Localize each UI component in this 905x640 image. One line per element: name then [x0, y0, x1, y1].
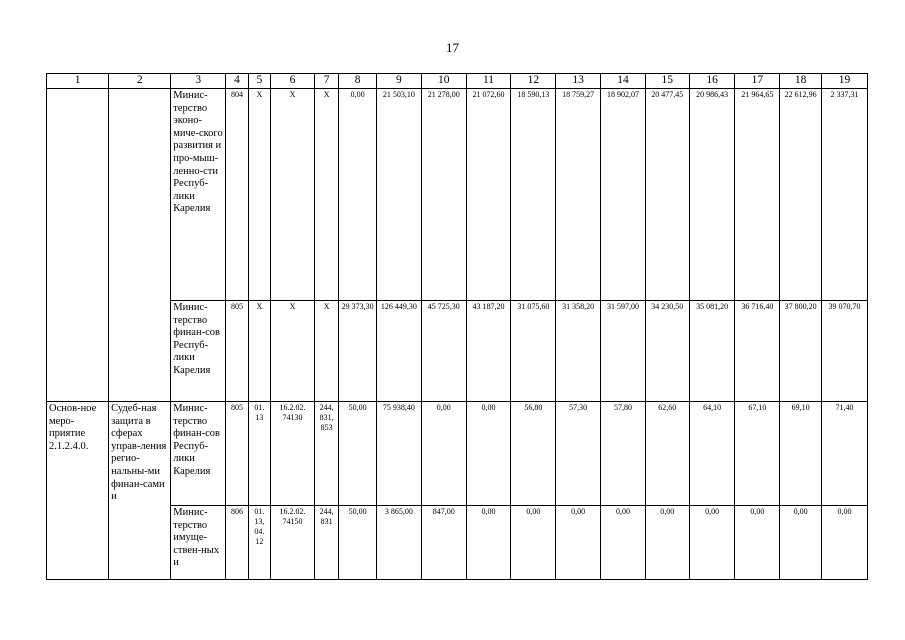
value-cell: 0,00: [780, 506, 822, 580]
value-cell: 2 337,31: [822, 89, 868, 301]
table-row: [47, 402, 868, 506]
value-cell: 847,00: [421, 506, 466, 580]
column-header: 10: [421, 74, 466, 89]
value-cell: 21 278,00: [421, 89, 466, 301]
value-cell: 20 477,45: [645, 89, 689, 301]
page-number: 17: [446, 40, 459, 55]
section-cell: 01. 13: [248, 402, 270, 506]
value-cell: 50,00: [339, 506, 377, 580]
value-cell: 0,00: [339, 89, 377, 301]
value-cell: 62,60: [645, 402, 689, 506]
value-cell: 0,00: [556, 506, 601, 580]
value-cell: 35 081,20: [689, 301, 735, 402]
value-cell: 0,00: [689, 506, 735, 580]
value-cell: 0,00: [601, 506, 646, 580]
expense-type-cell: X: [314, 301, 338, 402]
value-cell: 34 230,50: [645, 301, 689, 402]
ministry-cell: Минис-терство эконо-миче-ского развития и про-мыш-ленно-сти Респуб-лики Карелия: [171, 89, 226, 301]
activity-cell: [47, 89, 109, 402]
value-cell: 21 964,65: [735, 89, 780, 301]
code-cell: 805: [226, 301, 248, 402]
column-header: 8: [339, 74, 377, 89]
column-header: 14: [601, 74, 646, 89]
column-header: 18: [780, 74, 822, 89]
value-cell: 20 986,43: [689, 89, 735, 301]
column-header: 3: [171, 74, 226, 89]
section-cell: X: [248, 89, 270, 301]
section-cell: 01. 13, 04. 12: [248, 506, 270, 580]
value-cell: 22 612,96: [780, 89, 822, 301]
code-cell: 805: [226, 402, 248, 506]
column-header: 6: [271, 74, 315, 89]
value-cell: 71,40: [822, 402, 868, 506]
column-header: 2: [109, 74, 171, 89]
column-header: 4: [226, 74, 248, 89]
target-article-cell: X: [271, 301, 315, 402]
value-cell: 69,10: [780, 402, 822, 506]
value-cell: 31 597,00: [601, 301, 646, 402]
value-cell: 75 938,40: [376, 402, 421, 506]
column-header: 11: [466, 74, 511, 89]
ministry-cell: Минис-терство финан-сов Респуб-лики Карелия: [171, 402, 226, 506]
value-cell: 39 070,70: [822, 301, 868, 402]
value-cell: 43 187,20: [466, 301, 511, 402]
value-cell: 18 902,07: [601, 89, 646, 301]
target-article-cell: 16.2.02. 74150: [271, 506, 315, 580]
column-header: 15: [645, 74, 689, 89]
column-header: 19: [822, 74, 868, 89]
value-cell: 31 358,20: [556, 301, 601, 402]
code-cell: 806: [226, 506, 248, 580]
value-cell: 0,00: [466, 402, 511, 506]
target-article-cell: 16.2.02. 74130: [271, 402, 315, 506]
column-header: 7: [314, 74, 338, 89]
value-cell: 57,80: [601, 402, 646, 506]
value-cell: 29 373,30: [339, 301, 377, 402]
expense-type-cell: 244, 831, 853: [314, 402, 338, 506]
description-cell: [109, 89, 171, 402]
value-cell: 64,10: [689, 402, 735, 506]
value-cell: 0,00: [735, 506, 780, 580]
column-header: 16: [689, 74, 735, 89]
value-cell: 0,00: [421, 402, 466, 506]
value-cell: 67,10: [735, 402, 780, 506]
value-cell: 50,00: [339, 402, 377, 506]
column-header: 1: [47, 74, 109, 89]
budget-table: [46, 73, 868, 580]
value-cell: 0,00: [645, 506, 689, 580]
expense-type-cell: X: [314, 89, 338, 301]
column-header: 9: [376, 74, 421, 89]
value-cell: 0,00: [511, 506, 556, 580]
value-cell: 0,00: [466, 506, 511, 580]
value-cell: 56,80: [511, 402, 556, 506]
value-cell: 0,00: [822, 506, 868, 580]
ministry-cell: Минис-терство имуще-ствен-ных и: [171, 506, 226, 580]
code-cell: 804: [226, 89, 248, 301]
target-article-cell: X: [271, 89, 315, 301]
table-row: [47, 89, 868, 301]
value-cell: 18 759,27: [556, 89, 601, 301]
value-cell: 37 800,20: [780, 301, 822, 402]
activity-cell: Основ-ное меро-приятие 2.1.2.4.0.: [47, 402, 109, 580]
column-header: 13: [556, 74, 601, 89]
header-row: [47, 74, 868, 89]
column-header: 12: [511, 74, 556, 89]
value-cell: 21 072,60: [466, 89, 511, 301]
ministry-cell: Минис-терство финан-сов Респуб-лики Карелия: [171, 301, 226, 402]
value-cell: 126 449,30: [376, 301, 421, 402]
description-cell: Судеб-ная защита в сферах управ-ления регио-нальны-ми финан-сами и: [109, 402, 171, 580]
expense-type-cell: 244, 831: [314, 506, 338, 580]
section-cell: X: [248, 301, 270, 402]
value-cell: 18 590,13: [511, 89, 556, 301]
column-header: 17: [735, 74, 780, 89]
value-cell: 3 865,00: [376, 506, 421, 580]
value-cell: 21 503,10: [376, 89, 421, 301]
value-cell: 31 075,60: [511, 301, 556, 402]
value-cell: 45 725,30: [421, 301, 466, 402]
column-header: 5: [248, 74, 270, 89]
value-cell: 57,30: [556, 402, 601, 506]
value-cell: 36 716,40: [735, 301, 780, 402]
